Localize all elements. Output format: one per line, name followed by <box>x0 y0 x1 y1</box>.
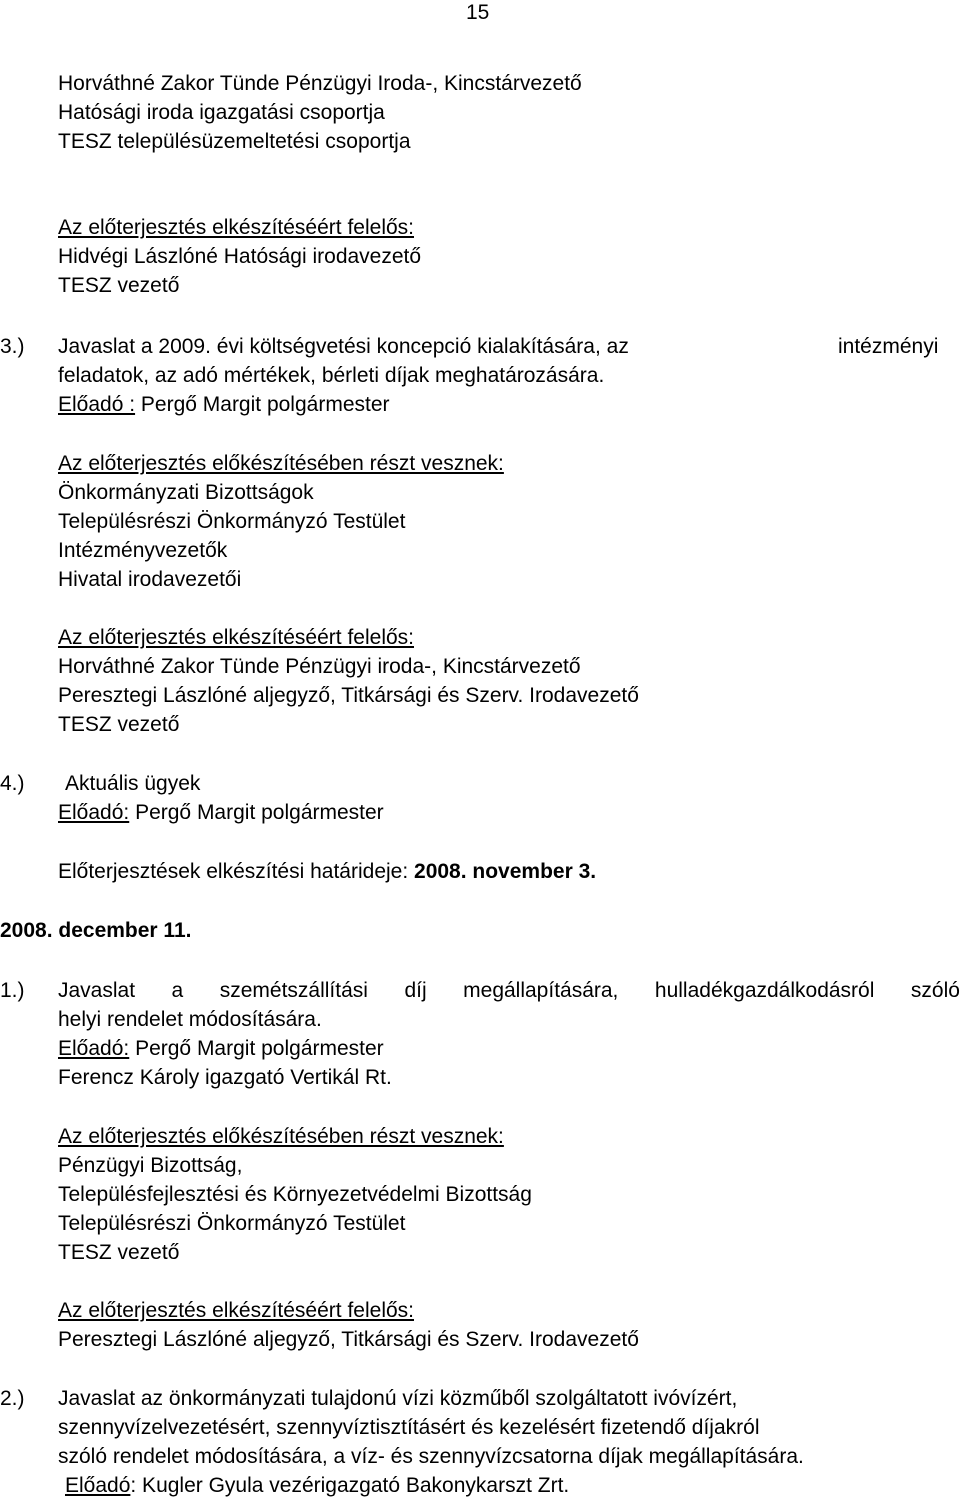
title-word: a <box>171 979 184 1002</box>
text-line: Településrészi Önkormányzó Testület <box>58 510 406 533</box>
responsible-heading: Az előterjesztés elkészítéséért felelős: <box>58 1299 414 1322</box>
text-line: TESZ településüzemeltetési csoportja <box>58 130 411 153</box>
deadline-value: 2008. november 3. <box>414 860 597 883</box>
presenter-line <box>65 1474 569 1498</box>
item-number: 4.) <box>0 772 25 795</box>
item-title-line: helyi rendelet módosítására. <box>58 1008 322 1031</box>
text-line: Településfejlesztési és Környezetvédelmi Bizottság <box>58 1183 532 1206</box>
item-title-line: szóló rendelet módosítására, a víz- és szennyvízcsatorna díjak megállapítására. <box>58 1445 804 1468</box>
presenter-label: Előadó : <box>58 393 136 416</box>
item-number: 2.) <box>0 1387 25 1410</box>
page-number: 15 <box>466 1 490 24</box>
title-word: hulladékgazdálkodásról <box>654 979 875 1002</box>
text-line: TESZ vezető <box>58 713 180 736</box>
text-line: Intézményvezetők <box>58 539 228 562</box>
text-line: Horváthné Zakor Tünde Pénzügyi iroda-, Kincstárvezető <box>58 655 581 678</box>
presenter-line <box>58 801 384 825</box>
text-line: Peresztegi Lászlóné aljegyző, Titkársági és Szerv. Irodavezető <box>58 1328 639 1351</box>
text-line: Településrészi Önkormányzó Testület <box>58 1212 406 1235</box>
presenter-name: Pergő Margit polgármester <box>129 801 384 824</box>
session-date: 2008. december 11. <box>0 919 192 942</box>
text-line: Hatósági iroda igazgatási csoportja <box>58 101 385 124</box>
text-line: Önkormányzati Bizottságok <box>58 481 314 504</box>
text-line: TESZ vezető <box>58 274 180 297</box>
text-line: TESZ vezető <box>58 1241 180 1264</box>
prep-heading: Az előterjesztés előkészítésében részt vesznek: <box>58 452 504 475</box>
presenter-label: Előadó: <box>58 1037 130 1060</box>
prep-heading: Az előterjesztés előkészítésében részt vesznek: <box>58 1125 504 1148</box>
text-line: Horváthné Zakor Tünde Pénzügyi Iroda-, Kincstárvezető <box>58 72 582 95</box>
title-word: megállapítására, <box>463 979 619 1002</box>
presenter-line: Ferencz Károly igazgató Vertikál Rt. <box>58 1066 392 1089</box>
item-number: 1.) <box>0 979 25 1002</box>
presenter-line <box>58 1037 384 1061</box>
title-word: szemétszállítási <box>219 979 368 1002</box>
responsible-heading: Az előterjesztés elkészítéséért felelős: <box>58 216 414 239</box>
responsible-heading: Az előterjesztés elkészítéséért felelős: <box>58 626 414 649</box>
deadline-line <box>58 860 596 884</box>
title-word: Javaslat <box>58 979 136 1002</box>
item-title-line <box>58 979 960 1003</box>
presenter-line <box>58 393 390 417</box>
presenter-name: Pergő Margit polgármester <box>135 393 390 416</box>
item-title-line: feladatok, az adó mértékek, bérleti díjak meghatározására. <box>58 364 605 387</box>
title-word: díj <box>404 979 427 1002</box>
presenter-name: : Kugler Gyula vezérigazgató Bakonykarszt Zrt. <box>130 1474 570 1497</box>
item-title-line: Javaslat az önkormányzati tulajdonú vízi közműből szolgáltatott ivóvízért, <box>58 1387 738 1410</box>
presenter-name: Pergő Margit polgármester <box>129 1037 384 1060</box>
deadline-label: Előterjesztések elkészítési határideje: <box>58 860 415 883</box>
text-line: Hivatal irodavezetői <box>58 568 242 591</box>
title-word: szóló <box>910 979 960 1002</box>
item-title-line: Javaslat a 2009. évi költségvetési koncepció kialakítására, az <box>58 335 629 358</box>
presenter-label: Előadó: <box>58 801 130 824</box>
item-title-line-end: intézményi <box>838 335 939 358</box>
text-line: Peresztegi Lászlóné aljegyző, Titkársági és Szerv. Irodavezető <box>58 684 639 707</box>
item-title-line: Aktuális ügyek <box>65 772 201 795</box>
item-title-line: szennyvízelvezetésért, szennyvíztisztításért és kezelésért fizetendő díjakról <box>58 1416 760 1439</box>
text-line: Pénzügyi Bizottság, <box>58 1154 243 1177</box>
presenter-label: Előadó <box>65 1474 131 1497</box>
text-line: Hidvégi Lászlóné Hatósági irodavezető <box>58 245 422 268</box>
item-number: 3.) <box>0 335 25 358</box>
